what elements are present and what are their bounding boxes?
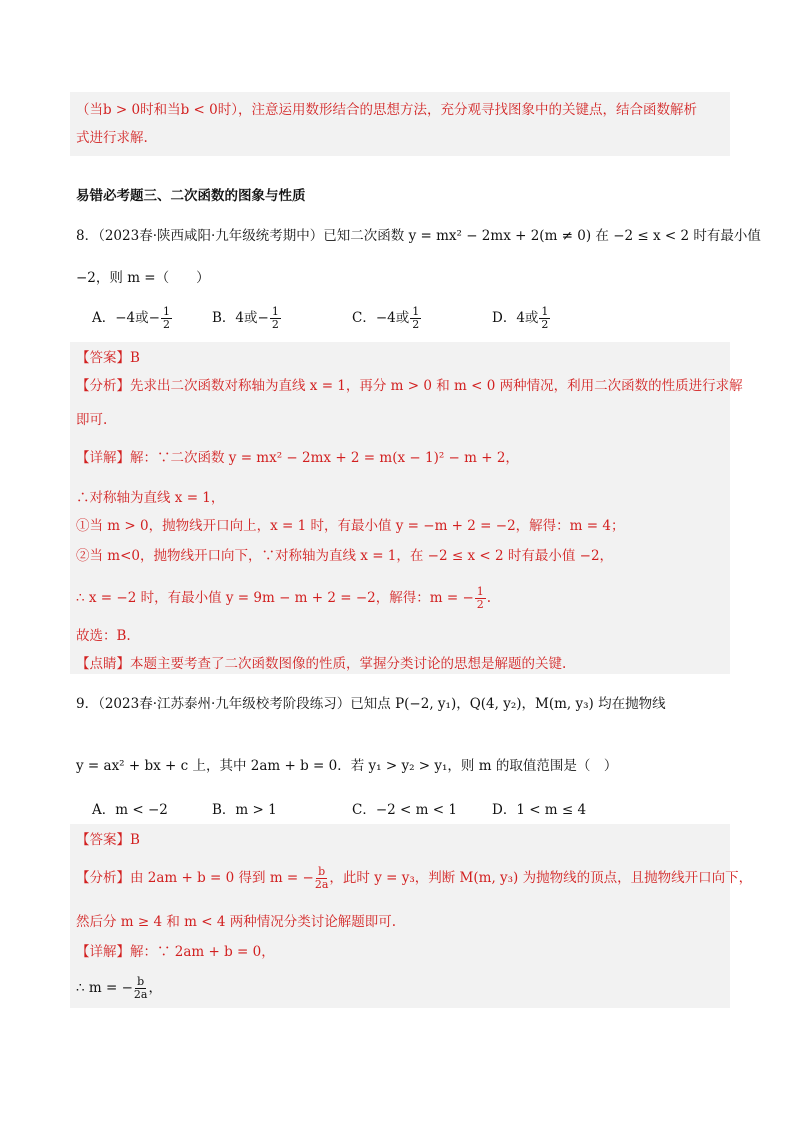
section-title: 易错必考题三、二次函数的图象与性质 xyxy=(76,188,306,204)
numerator: 1 xyxy=(541,305,549,318)
option-c xyxy=(352,306,422,331)
answer-label: 【答案】B xyxy=(76,832,140,848)
detail-text: 【详解】解：∵ 2am + b = 0， xyxy=(76,944,275,960)
question-9-stem: y = ax² + bx + c 上，其中 2am + b = 0．若 y₁ > y₂ > y₁，则 m 的取值范围是（ ） xyxy=(76,758,618,774)
fraction xyxy=(270,306,281,331)
option-label: B． xyxy=(212,802,236,818)
detail-prefix: ∴ x = −2 时，有最小值 y = 9m − m + 2 = −2，解得：m = − xyxy=(76,590,474,606)
option-value: 4或 xyxy=(516,310,539,326)
comment-text: 【点睛】本题主要考查了二次函数图像的性质，掌握分类讨论的思想是解题的关键. xyxy=(76,656,567,672)
sign: − xyxy=(148,310,160,326)
option-d xyxy=(492,306,551,331)
question-8-stem: −2，则 m =（ ） xyxy=(76,270,210,286)
option-value: −2 < m < 1 xyxy=(375,802,457,818)
option-value: m > 1 xyxy=(235,802,277,818)
analysis-suffix: ，此时 y = y₃，判断 M(m, y₃) 为抛物线的顶点，且抛物线开口向下， xyxy=(329,870,753,886)
analysis-text xyxy=(76,866,752,891)
question-9-stem: 9．（2023春·江苏泰州·九年级校考阶段练习）已知点 P(−2, y₁)，Q(4, y₂)，M(m, y₃) 均在抛物线 xyxy=(76,696,666,712)
question-8-stem: 8．（2023春·陕西咸阳·九年级统考期中）已知二次函数 y = mx² − 2mx + 2(m ≠ 0) 在 −2 ≤ x < 2 时有最小值 xyxy=(76,228,761,244)
detail-text xyxy=(76,586,491,611)
option-label: A． xyxy=(92,310,116,326)
denominator: 2 xyxy=(541,318,549,331)
numerator: b xyxy=(318,865,326,878)
numerator: 1 xyxy=(476,585,484,598)
fraction xyxy=(475,586,486,611)
option-a xyxy=(92,306,173,331)
answer-label: 【答案】B xyxy=(76,350,140,366)
option-value: −4或 xyxy=(115,310,149,326)
numerator: 1 xyxy=(271,305,279,318)
detail-text xyxy=(76,976,162,1001)
option-value: m < −2 xyxy=(115,802,168,818)
option-value: 4或 xyxy=(235,310,258,326)
option-label: C． xyxy=(352,802,376,818)
fraction xyxy=(134,976,148,1001)
analysis-text: 【分析】先求出二次函数对称轴为直线 x = 1，再分 m > 0 和 m < 0 两种情况，利用二次函数的性质进行求解 xyxy=(76,378,743,394)
option-label: D． xyxy=(492,802,517,818)
analysis-prefix: 【分析】由 2am + b = 0 得到 m = − xyxy=(76,870,314,886)
numerator: 1 xyxy=(412,305,420,318)
option-label: B． xyxy=(212,310,236,326)
option-value: −4或 xyxy=(375,310,410,326)
denominator: 2 xyxy=(412,318,420,331)
text-line: （当b > 0时和当b < 0时），注意运用数形结合的思想方法，充分观寻找图象中的关键点，结合函数解析 xyxy=(76,102,697,118)
detail-suffix: ， xyxy=(148,980,162,996)
option-b xyxy=(212,306,282,331)
fraction xyxy=(315,866,329,891)
detail-text: ∴对称轴为直线 x = 1， xyxy=(76,490,225,506)
detail-text: ②当 m<0，抛物线开口向下，∵对称轴为直线 x = 1，在 −2 ≤ x < 2 时有最小值 −2， xyxy=(76,548,614,564)
option-a xyxy=(92,798,168,818)
option-label: D． xyxy=(492,310,517,326)
fraction xyxy=(410,306,421,331)
option-value: 1 < m ≤ 4 xyxy=(516,802,587,818)
fraction xyxy=(161,306,172,331)
numerator: b xyxy=(137,975,145,988)
detail-text: 【详解】解：∵二次函数 y = mx² − 2mx + 2 = m(x − 1)² − m + 2， xyxy=(76,450,519,466)
sign: − xyxy=(257,310,269,326)
text-line: 式进行求解. xyxy=(76,130,148,146)
option-c xyxy=(352,798,457,818)
option-d xyxy=(492,798,586,818)
option-label: A． xyxy=(92,802,116,818)
detail-text: ①当 m > 0，抛物线开口向上，x = 1 时，有最小值 y = −m + 2 = −2，解得：m = 4； xyxy=(76,518,625,534)
denominator: 2 xyxy=(476,598,484,611)
detail-prefix: ∴ m = − xyxy=(76,980,133,996)
denominator: 2a xyxy=(133,988,148,1001)
option-label: C． xyxy=(352,310,376,326)
numerator: 1 xyxy=(162,305,170,318)
analysis-text: 即可. xyxy=(76,412,108,428)
denominator: 2 xyxy=(271,318,279,331)
denominator: 2 xyxy=(162,318,170,331)
analysis-text: 然后分 m ≥ 4 和 m < 4 两种情况分类讨论解题即可. xyxy=(76,914,397,930)
fraction xyxy=(539,306,550,331)
denominator: 2a xyxy=(314,878,329,891)
option-b xyxy=(212,798,277,818)
choose-text: 故选：B. xyxy=(76,628,131,644)
detail-suffix: . xyxy=(486,590,492,606)
